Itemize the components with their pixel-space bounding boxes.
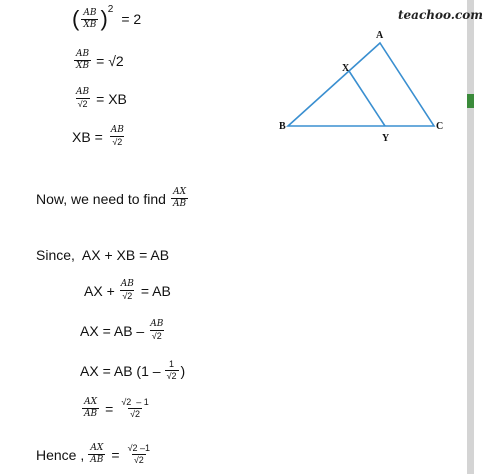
- label-x: X: [342, 63, 350, 74]
- fraction-denominator: AB: [84, 409, 98, 419]
- fraction-numerator: AB: [150, 319, 164, 329]
- equals-sign: =: [111, 446, 120, 463]
- label-a: A: [376, 30, 384, 41]
- fraction-numerator: AX: [84, 397, 98, 407]
- fraction-denominator: √2: [133, 455, 144, 465]
- equation-lhs: XB =: [72, 128, 103, 145]
- fraction-denominator: √2: [166, 371, 177, 381]
- teachoo-logo: teachoo.com: [398, 8, 483, 22]
- fraction-numerator: AB: [110, 125, 124, 135]
- fraction-numerator: 1: [169, 359, 175, 369]
- exponent: 2: [107, 3, 114, 15]
- close-paren: ): [100, 6, 108, 31]
- fraction-denominator: AB: [172, 199, 187, 209]
- fraction-numerator: AX: [90, 443, 104, 453]
- fraction-numerator: AB: [120, 279, 134, 289]
- equation-rhs: = 2: [121, 11, 142, 27]
- close-paren: ): [180, 362, 186, 379]
- fraction-denominator: AB: [90, 455, 104, 465]
- label-c: C: [436, 121, 444, 132]
- statement-text: Since, AX + XB = AB: [36, 247, 170, 263]
- fraction-numerator: √2 –1: [127, 443, 151, 453]
- statement-text: Now, we need to find: [36, 190, 166, 207]
- fraction-denominator: √2: [112, 137, 123, 147]
- equation-lhs: AX = AB (1 –: [80, 362, 161, 379]
- fraction-denominator: XB: [83, 19, 97, 30]
- label-y: Y: [382, 133, 390, 144]
- equals-sign: =: [105, 400, 114, 417]
- fraction-denominator: √2: [130, 409, 141, 419]
- triangle-abc: [288, 43, 434, 126]
- fraction-numerator: √2 – 1: [121, 397, 149, 407]
- fraction-denominator: √2: [151, 331, 162, 341]
- fraction-numerator: AX: [173, 187, 186, 197]
- fraction-denominator: XB: [76, 61, 90, 71]
- label-b: B: [279, 121, 286, 132]
- open-paren: (: [72, 6, 80, 31]
- equation-rhs: = AB: [140, 282, 171, 299]
- statement-text: Hence ,: [36, 446, 85, 463]
- fraction-numerator: AB: [76, 87, 90, 97]
- equation-lhs: AX = AB –: [80, 322, 145, 339]
- fraction-numerator: AB: [83, 7, 97, 18]
- equation-rhs: = √2: [96, 52, 124, 69]
- fraction-denominator: √2: [77, 99, 88, 109]
- segment-xy: [349, 71, 385, 126]
- fraction-numerator: AB: [76, 49, 90, 59]
- equation-lhs: AX +: [84, 282, 115, 299]
- equation-rhs: = XB: [96, 90, 127, 107]
- fraction-denominator: √2: [122, 291, 133, 301]
